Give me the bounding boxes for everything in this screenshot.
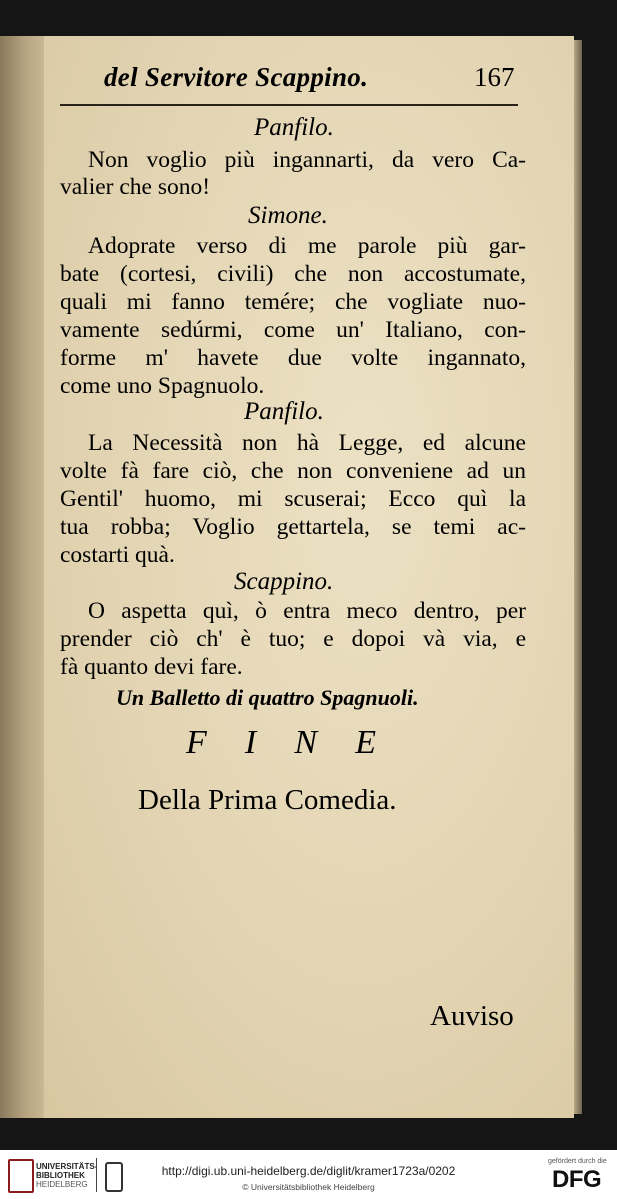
text-line: prender ciò ch' è tuo; e dopoi và via, e bbox=[60, 626, 526, 652]
page-url-link[interactable]: http://digi.ub.uni-heidelberg.de/diglit/kramer1723a/0202 bbox=[161, 1164, 456, 1178]
text-line: volte fà fare ciò, che non conveniene ad un bbox=[60, 458, 526, 484]
text-line: quali mi fanno temére; che vogliate nuo- bbox=[60, 289, 526, 315]
university-city: HEIDELBERG bbox=[36, 1180, 88, 1189]
text-line: bate (cortesi, civili) che non accostumate, bbox=[60, 261, 526, 287]
header-rule bbox=[60, 104, 518, 106]
text-line: O aspetta quì, ò entra meco dentro, per bbox=[88, 598, 526, 624]
speaker-name: Simone. bbox=[248, 202, 328, 229]
fine-letter: F bbox=[186, 724, 207, 761]
fine-heading bbox=[186, 724, 376, 762]
stage-direction: Un Balletto di quattro Spagnuoli. bbox=[116, 685, 419, 710]
page-number: 167 bbox=[474, 62, 515, 92]
text-line: vamente sedúrmi, come un' Italiano, con- bbox=[60, 317, 526, 343]
fine-letter: N bbox=[294, 724, 318, 761]
page-edge bbox=[574, 40, 582, 1114]
copyright-text: © Universitätsbibliothek Heidelberg bbox=[242, 1182, 375, 1192]
text-line: Gentil' huomo, mi scuserai; Ecco quì la bbox=[60, 486, 526, 512]
fine-letter: E bbox=[355, 724, 376, 761]
dfg-logo: DFG bbox=[552, 1166, 602, 1193]
text-line: tua robba; Voglio gettartela, se temi ac- bbox=[60, 514, 526, 540]
della-prima-comedia: Della Prima Comedia. bbox=[138, 784, 397, 816]
speaker-name: Scappino. bbox=[234, 568, 334, 595]
text-line: costarti quà. bbox=[60, 542, 175, 568]
text-line: come uno Spagnuolo. bbox=[60, 373, 265, 399]
fine-letter: I bbox=[244, 724, 257, 761]
text-line: La Necessità non hà Legge, ed alcune bbox=[88, 430, 526, 456]
speaker-name: Panfilo. bbox=[254, 114, 334, 141]
footer-bar bbox=[0, 1150, 617, 1199]
text-line: valier che sono! bbox=[60, 174, 211, 200]
running-head: del Servitore Scappino. bbox=[104, 62, 369, 92]
catchword: Auviso bbox=[430, 1000, 514, 1032]
text-line: forme m' havete due volte ingannato, bbox=[60, 345, 526, 371]
university-name-main: UNIVERSITÄTS- BIBLIOTHEK bbox=[36, 1162, 98, 1180]
book-binding bbox=[0, 36, 44, 1118]
speaker-name: Panfilo. bbox=[244, 398, 324, 425]
text-line: Adoprate verso di me parole più gar- bbox=[88, 233, 526, 259]
funded-by-label: gefördert durch die bbox=[548, 1158, 607, 1165]
text-line: Non voglio più ingannarti, da vero Ca- bbox=[88, 147, 526, 173]
text-line: fà quanto devi fare. bbox=[60, 654, 243, 680]
